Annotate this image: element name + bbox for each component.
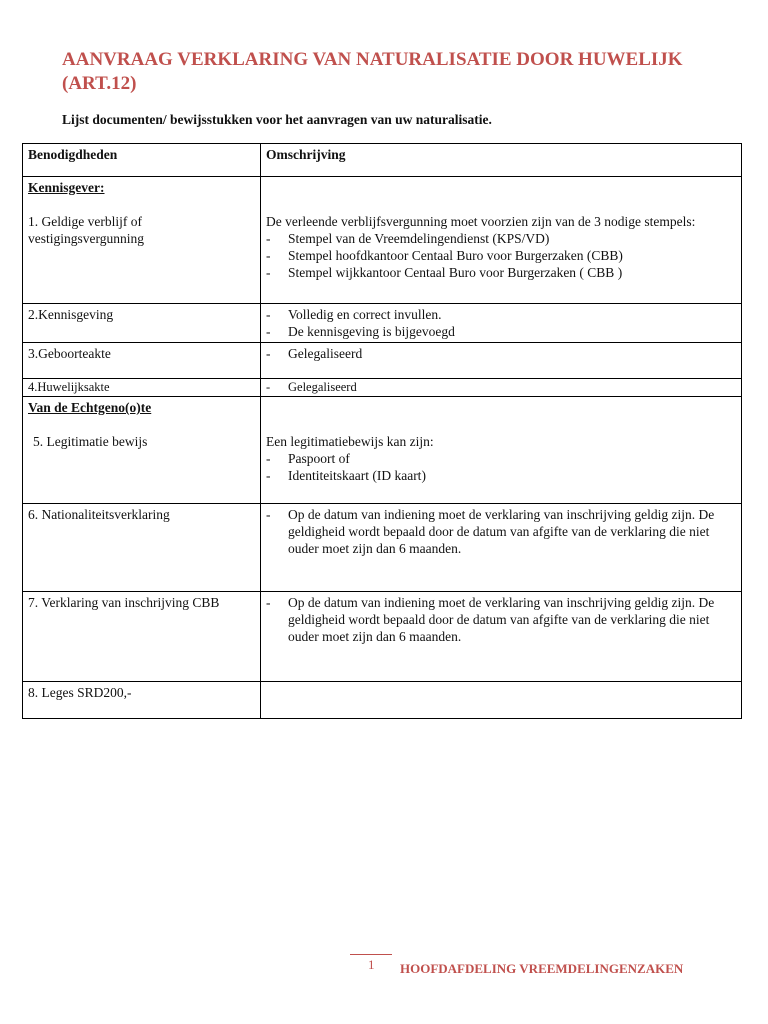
page-number: 1 [368, 957, 375, 972]
list-item: - Paspoort of [266, 450, 736, 467]
row-cell-item [23, 397, 261, 504]
row-cell-description [261, 177, 742, 304]
list-item: - Stempel wijkkantoor Centaal Buro voor Burgerzaken ( CBB ) [266, 264, 736, 281]
item-label: 1. Geldige verblijf of vestigingsvergunning [28, 214, 144, 246]
bullet-list [266, 506, 736, 557]
list-item: - Gelegaliseerd [266, 379, 736, 396]
bullet-list [266, 345, 736, 362]
row-cell-item: 7. Verklaring van inschrijving CBB [23, 592, 261, 682]
header-omschrijving: Omschrijving [261, 144, 742, 177]
description-intro: Een legitimatiebewijs kan zijn: [266, 434, 434, 449]
row-cell-item [23, 177, 261, 304]
bullet-list [266, 306, 736, 340]
row-cell-description [261, 304, 742, 343]
bullet-list [266, 230, 736, 281]
table-row [23, 304, 742, 343]
list-item: - Op de datum van indiening moet de verklaring van inschrijving geldig zijn. De geldigheid wordt bepaald door de datum van afgifte van de verklaring die niet ouder moet zijn dan 6 maanden. [266, 594, 736, 645]
item-label: 5. Legitimatie bewijs [33, 434, 148, 449]
section-label-kennisgever: Kennisgever: [28, 180, 105, 195]
row-cell-description [261, 379, 742, 397]
row-cell-item: 6. Nationaliteitsverklaring [23, 504, 261, 592]
row-cell-item: 4.Huwelijksakte [23, 379, 261, 397]
list-item: - De kennisgeving is bijgevoegd [266, 323, 736, 340]
document-title: AANVRAAG VERKLARING VAN NATURALISATIE DOOR HUWELIJK (ART.12) [62, 49, 683, 94]
bullet-list [266, 450, 736, 484]
list-item: - Volledig en correct invullen. [266, 306, 736, 323]
row-cell-description [261, 397, 742, 504]
table-row [23, 397, 742, 504]
row-cell-description [261, 504, 742, 592]
list-item: - Identiteitskaart (ID kaart) [266, 467, 736, 484]
table-row [23, 343, 742, 379]
description-intro: De verleende verblijfsvergunning moet voorzien zijn van de 3 nodige stempels: [266, 214, 696, 229]
row-cell-item: 2.Kennisgeving [23, 304, 261, 343]
footer-rule [350, 954, 392, 955]
documents-table [22, 143, 742, 719]
row-cell-item: 3.Geboorteakte [23, 343, 261, 379]
list-item: - Gelegaliseerd [266, 345, 736, 362]
bullet-list [266, 379, 736, 396]
row-cell-description [261, 592, 742, 682]
table-row [23, 682, 742, 719]
table-row [23, 592, 742, 682]
row-cell-item: 8. Leges SRD200,- [23, 682, 261, 719]
table-row [23, 504, 742, 592]
list-item: - Op de datum van indiening moet de verklaring van inschrijving geldig zijn. De geldigheid wordt bepaald door de datum van afgifte van de verklaring die niet ouder moet zijn dan 6 maanden. [266, 506, 736, 557]
header-benodigdheden: Benodigdheden [23, 144, 261, 177]
bullet-list [266, 594, 736, 645]
footer-organization: HOOFDAFDELING VREEMDELINGENZAKEN [400, 961, 684, 976]
row-cell-description [261, 343, 742, 379]
table-row [23, 177, 742, 304]
section-label-echtgenote: Van de Echtgeno(o)te [28, 400, 152, 415]
list-item: - Stempel hoofdkantoor Centaal Buro voor Burgerzaken (CBB) [266, 247, 736, 264]
list-item: - Stempel van de Vreemdelingendienst (KPS/VD) [266, 230, 736, 247]
table-header-row [23, 144, 742, 177]
table-row [23, 379, 742, 397]
document-subtitle: Lijst documenten/ bewijsstukken voor het aanvragen van uw naturalisatie. [62, 112, 492, 127]
row-cell-description [261, 682, 742, 719]
